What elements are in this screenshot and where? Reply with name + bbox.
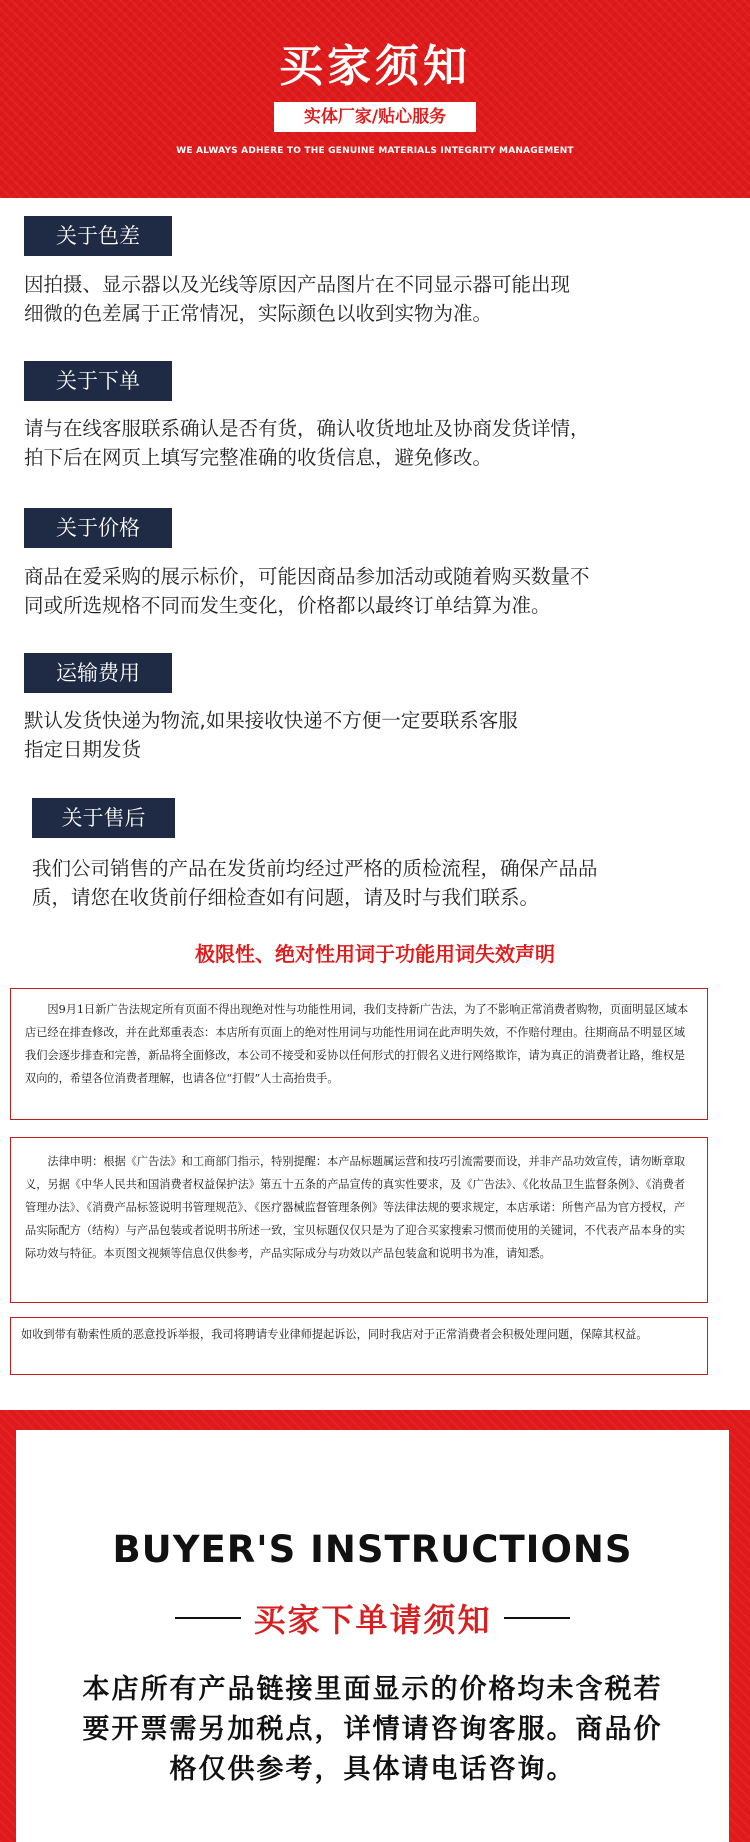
instructions-title-en: BUYER'S INSTRUCTIONS [112,1528,633,1571]
section-label-ordering: 关于下单 [24,361,172,401]
text-line: 商品在爱采购的展示标价，可能因商品参加活动或随着购买数量不 [24,565,590,588]
text-line: 拍下后在网页上填写完整准确的收货信息，避免修改。 [24,446,493,469]
section-text-price [24,562,704,620]
body-line: 要开票需另加税点，详情请咨询客服。商品价 [82,1714,663,1745]
legal-box-malicious-complaint [10,1317,708,1375]
body-line: 格仅供参考，具体请电话咨询。 [169,1754,576,1785]
section-label-shipping: 运输费用 [24,653,172,693]
header-tagline: 实体厂家/贴心服务 [274,102,476,132]
body-line: 本店所有产品链接里面显示的价格均未含税若 [82,1674,663,1705]
text-line: 指定日期发货 [24,738,142,761]
legal-box-advertising-law [10,988,708,1120]
legal-text: 法律申明：根据《广告法》和工商部门指示，特别提醒：本产品标题属运营和技巧引流需要而设，并非产品功效宣传，请勿断章取义，另据《中华人民共和国消费者权益保护法》第五十五条的产品宣传的真实性要求，及《广告法》、《化妆品卫生监督条例》、《消费者管理办法》、《消费产品标签说明书管理规范》、《医疗器械监督管理条例》等法律法规的要求规定，本店承诺：所售产品为官方授权，产品实际配方（结构）与产品包装或者说明书所述一致，宝贝标题仅仅只是为了迎合买家搜索习惯而使用的关键词，不代表产品本身的实际功效与特征。本页图文视频等信息仅供参考，产品实际成分与功效以产品包装盒和说明书为准，请知悉。 [25,1155,686,1260]
instructions-body [30,1670,715,1790]
title-divider-right [504,1617,570,1619]
page-title: 买家须知 [279,41,471,92]
text-line: 细微的色差属于正常情况，实际颜色以收到实物为准。 [24,302,493,325]
text-line: 同或所选规格不同而发生变化，价格都以最终订单结算为准。 [24,594,551,617]
section-text-color-difference [24,270,704,328]
legal-title: 极限性、绝对性用词于功能用词失效声明 [195,942,555,966]
text-line: 请与在线客服联系确认是否有货，确认收货地址及协商发货详情， [24,417,590,440]
section-label-color-difference: 关于色差 [24,216,172,256]
text-line: 默认发货快递为物流,如果接收快递不方便一定要联系客服 [24,709,518,732]
title-divider-left [175,1617,241,1619]
instructions-card [16,1430,729,1842]
instructions-title-row [16,1595,729,1641]
section-text-shipping [24,706,704,764]
section-text-after-sales [32,854,712,912]
legal-text: 如收到带有勒索性质的恶意投诉举报，我司将聘请专业律师提起诉讼，同时我店对于正常消费者会积极处理问题，保障其权益。 [21,1328,648,1341]
text-line: 质，请您在收货前仔细检查如有问题，请及时与我们联系。 [32,886,540,909]
instructions-title-cn: 买家下单请须知 [253,1601,492,1639]
legal-box-legal-statement [10,1137,708,1303]
section-label-after-sales: 关于售后 [32,798,175,838]
text-line: 我们公司销售的产品在发货前均经过严格的质检流程，确保产品品 [32,857,598,880]
header-banner [0,0,750,198]
text-line: 因拍摄、显示器以及光线等原因产品图片在不同显示器可能出现 [24,273,571,296]
header-subtitle: WE ALWAYS ADHERE TO THE GENUINE MATERIALS INTEGRITY MANAGEMENT [176,146,574,156]
legal-text: 因9月1日新广告法规定所有页面不得出现绝对性与功能性用词，我们支持新广告法，为了不影响正常消费者购物，页面明显区域本店已经在排查修改，并在此郑重表态：本店所有页面上的绝对性用词与功能性用词在此声明失效，不作赔付理由。往期商品不明显区域我们会逐步排查和完善，新品将全面修改，本公司不接受和妥协以任何形式的打假名义进行网络欺诈，请为真正的消费者让路，维权是双向的，希望各位消费者理解，也请各位“打假”人士高抬贵手。 [25,1003,689,1085]
section-text-ordering [24,414,704,472]
section-label-price: 关于价格 [24,508,172,548]
